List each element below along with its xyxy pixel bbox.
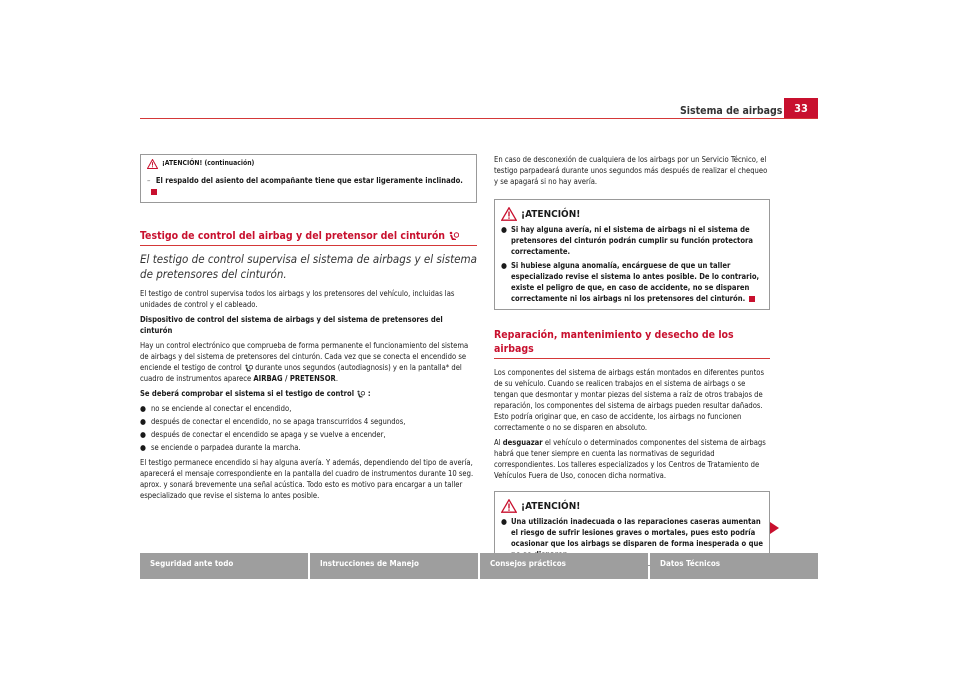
list-item <box>140 429 477 440</box>
paragraph-components: Los componentes del sistema de airbags están montados en diferentes puntos de su vehículo. Cuando se realicen trabajos en el sistema de airbags o se tengan que desmontar y montar piezas del sistema a raíz de otros trabajos de reparación, los componentes del sistema de airbags pueden resultar dañados. Esto podría originar que, en caso de accidente, los airbags no funcionen correctamente o no se disparen en absoluto. <box>494 368 765 432</box>
airbag-warning-lamp-icon <box>356 390 365 399</box>
list-item <box>140 403 477 414</box>
warning-triangle-icon <box>501 207 517 221</box>
section-subtitle: El testigo de control supervisa el sistema de airbags y el sistema de pretensores del cinturón. <box>140 252 477 281</box>
bullet-icon: ● <box>140 417 146 426</box>
paragraph-control-part2: durante unos segundos (autodiagnosis) y en la pantalla* del cuadro de instrumentos aparece <box>140 363 462 383</box>
subheading-control-device: Dispositivo de control del sistema de airbags y del sistema de pretensores del cinturón <box>140 315 443 335</box>
warning-item-text <box>511 260 763 304</box>
list-item-text: después de conectar el encendido se apaga y se vuelve a encender, <box>150 430 386 439</box>
warning-item-text-content: Si hubiese alguna anomalía, encárguese de que un taller especializado revise el sistema lo antes posible. De lo contrario, existe el peligro de que, en caso de accidente, no se disparen correctamente ni los airbags ni los pretensores del cinturón. <box>510 261 760 303</box>
paragraph-control-end: . <box>335 374 338 383</box>
paragraph-disconnection: En caso de desconexión de cualquiera de los airbags por un Servicio Técnico, el testigo parpadeará durante unos segundos más después de realizar el chequeo y se apagará si no hay avería. <box>494 155 768 186</box>
page-number: 33 <box>784 98 818 118</box>
right-column <box>494 154 770 566</box>
bullet-icon: ● <box>501 225 507 234</box>
footer-tab-seguridad[interactable]: Seguridad ante todo <box>140 553 308 579</box>
end-of-section-icon <box>151 189 157 195</box>
paragraph-scrapping <box>494 437 770 481</box>
bullet-icon: ● <box>501 517 507 526</box>
warning-continuation-item <box>147 169 470 197</box>
footer-tab-datos[interactable]: Datos Técnicos <box>650 553 818 579</box>
list-item <box>140 416 477 427</box>
check-heading-colon: : <box>367 389 371 398</box>
airbag-warning-lamp-icon <box>448 231 459 242</box>
left-column <box>140 154 477 505</box>
warning-continuation-label: ¡ATENCIÓN! (continuación) <box>162 159 255 167</box>
footer-nav <box>140 553 818 579</box>
bullet-icon: ● <box>140 404 146 413</box>
warning-triangle-icon <box>147 159 158 169</box>
warning-item-text: Una utilización inadecuada o las reparaciones caseras aumentan el riesgo de sufrir lesiones graves o mortales, pues esto podría ocasionar que los airbags se disparen de forma inesperada o que <box>510 517 763 548</box>
warning-item <box>501 224 763 257</box>
bullet-icon: ● <box>140 443 146 452</box>
warning-triangle-icon <box>501 499 517 513</box>
paragraph-fault: El testigo permanece encendido si hay alguna avería. Y además, dependiendo del tipo de avería, aparecerá el mensaje correspondiente en la pantalla del cuadro de instrumentos durante 10 seg. aprox. y sonará brevemente una señal acústica. Todo esto es motivo para encargar a un taller especializado que revise el sistema lo antes posible. <box>140 458 474 500</box>
check-heading <box>140 388 477 399</box>
end-of-section-icon <box>749 296 755 302</box>
list-item-text: no se enciende al conectar el encendido, <box>150 404 292 413</box>
bullet-icon: ● <box>140 430 146 439</box>
warning-continuation-box <box>140 154 477 203</box>
display-message: AIRBAG / PRETENSOR <box>253 374 336 383</box>
continue-arrow-icon <box>770 522 779 534</box>
section-title-airbag-lamp <box>140 229 477 246</box>
footer-tab-instrucciones[interactable]: Instrucciones de Manejo <box>310 553 478 579</box>
warning-header-2 <box>501 499 763 513</box>
footer-tab-consejos[interactable]: Consejos prácticos <box>480 553 648 579</box>
header-title: Sistema de airbags <box>680 105 783 117</box>
header-rule <box>140 118 818 119</box>
paragraph-control <box>140 340 477 384</box>
paragraph-scrapping-bold: desguazar <box>502 438 543 447</box>
paragraph-scrapping-post: el vehículo o determinados componentes del sistema de airbags habrá que tener siempre en cuenta las normativas de seguridad correspondientes. Los talleres especializados y los Centros de Tratamiento de Vehículos Fuera de Uso, conocen dicha normativa. <box>494 438 766 480</box>
section-title-text: Testigo de control del airbag y del pretensor del cinturón <box>140 230 446 242</box>
paragraph-intro: El testigo de control supervisa todos los airbags y los pretensores del vehículo, incluidas las unidades de control y el cableado. <box>140 289 455 309</box>
section-title-repair: Reparación, mantenimiento y desecho de los airbags <box>494 328 770 359</box>
warning-continuation-header <box>147 158 470 169</box>
paragraph-scrapping-pre: Al <box>494 438 501 447</box>
warning-item <box>501 260 763 304</box>
warning-label-2: ¡ATENCIÓN! <box>521 500 581 512</box>
check-heading-text: Se deberá comprobar el sistema si el testigo de control <box>140 389 355 398</box>
bullet-icon: ● <box>501 261 507 270</box>
list-item-text: se enciende o parpadea durante la marcha. <box>150 443 301 452</box>
paragraph-control-part1: Hay un control electrónico que comprueba de forma permanente el funcionamiento del sistema de airbags y del sistema de pretensores del cinturón. Cada vez que se conecta el encendido se enciende el testigo de control <box>140 341 469 372</box>
warning-item-text: Si hay alguna avería, ni el sistema de airbags ni el sistema de pretensores del cinturón podrán cumplir su función protectora correctamente. <box>510 225 754 256</box>
warning-box-1 <box>494 199 770 310</box>
check-bullet-list <box>140 403 477 453</box>
list-item <box>140 442 477 453</box>
warning-continuation-text: El respaldo del asiento del acompañante tiene que estar ligeramente inclinado. <box>155 176 463 185</box>
warning-label-1: ¡ATENCIÓN! <box>521 208 581 220</box>
dash: – <box>147 176 151 185</box>
warning-header-1 <box>501 207 763 221</box>
airbag-warning-lamp-icon <box>244 364 253 373</box>
list-item-text: después de conectar el encendido, no se apaga transcurridos 4 segundos, <box>150 417 406 426</box>
